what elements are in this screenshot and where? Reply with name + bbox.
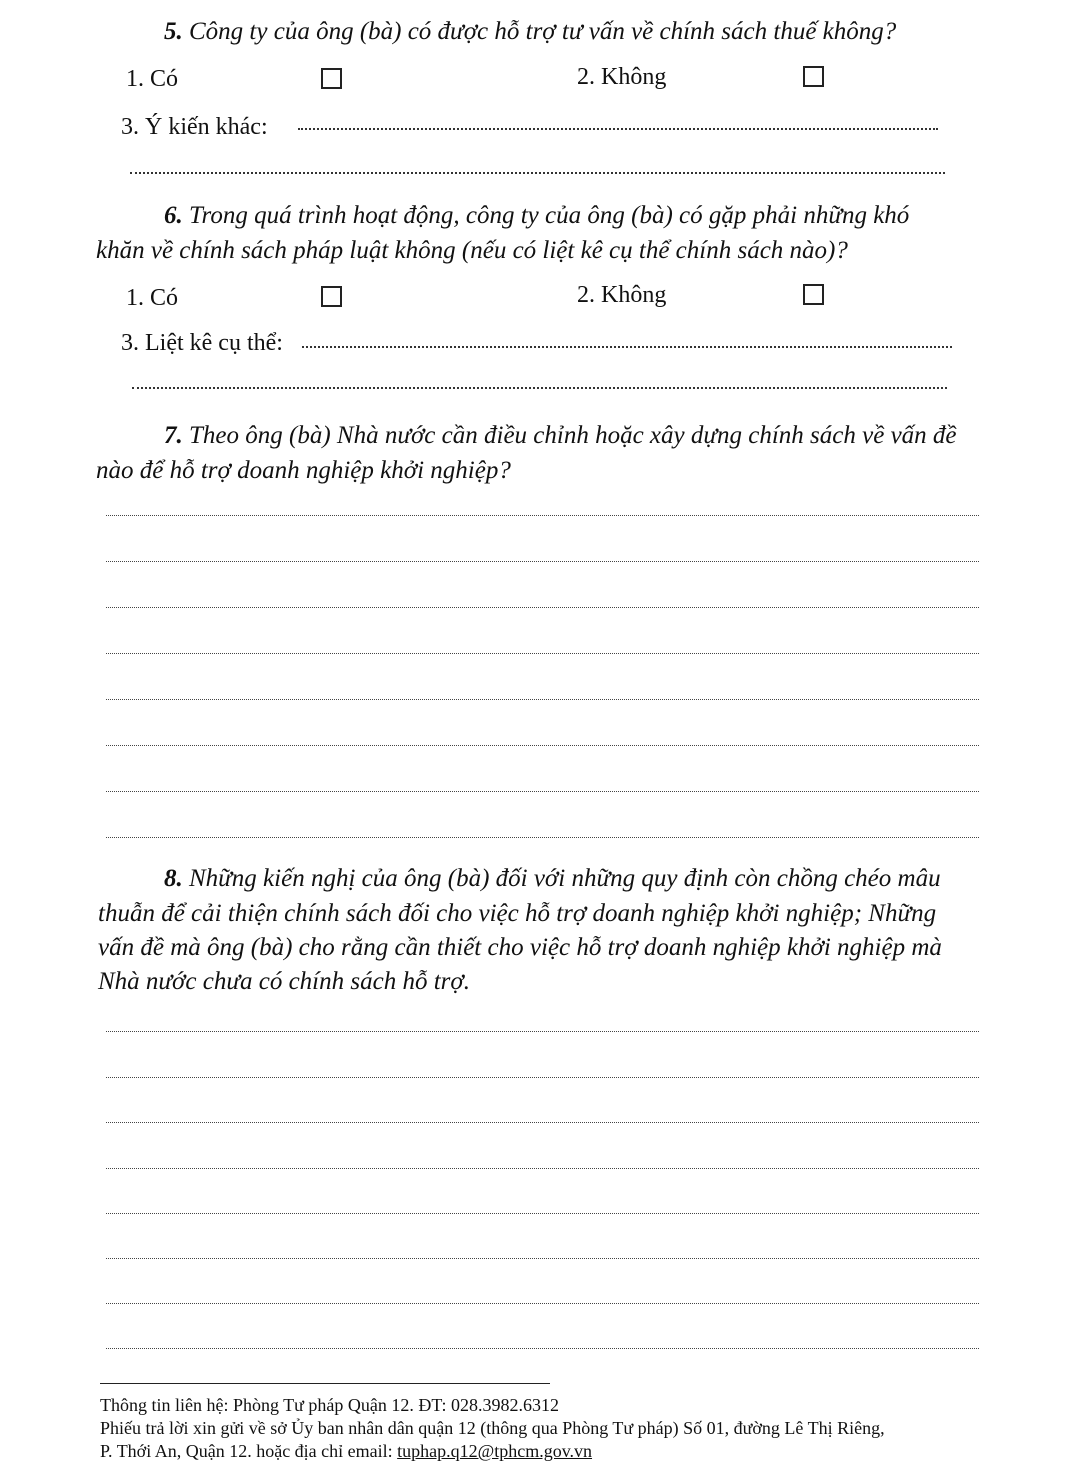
- question-8-text-line2: thuẫn để cải thiện chính sách đối cho việc hỗ trợ doanh nghiệp khởi nghiệp; Những: [98, 900, 937, 927]
- question-8-text-line4: Nhà nước chưa có chính sách hỗ trợ.: [98, 968, 470, 995]
- question-7-number: 7.: [164, 422, 183, 449]
- q8-answer-line-4[interactable]: [106, 1168, 979, 1169]
- q8-answer-line-2[interactable]: [106, 1077, 979, 1078]
- q8-answer-line-3[interactable]: [106, 1122, 979, 1123]
- question-7-text-line1: Theo ông (bà) Nhà nước cần điều chỉnh hoặc xây dựng chính sách về vấn đề: [189, 422, 957, 449]
- question-8-text-line3: vấn đề mà ông (bà) cho rằng cần thiết cho việc hỗ trợ doanh nghiệp khởi nghiệp mà: [98, 934, 942, 961]
- question-8-text-line1: Những kiến nghị của ông (bà) đối với những quy định còn chồng chéo mâu: [189, 865, 941, 892]
- q7-answer-line-2[interactable]: [106, 561, 979, 562]
- q8-answer-line-8[interactable]: [106, 1348, 979, 1349]
- q6-list-answer-line[interactable]: [302, 346, 952, 348]
- q6-no-checkbox[interactable]: [803, 284, 824, 305]
- question-8-number: 8.: [164, 865, 183, 892]
- question-7-title: [164, 418, 957, 453]
- q7-answer-line-4[interactable]: [106, 653, 979, 654]
- q6-option-yes-label: 1. Có: [126, 285, 179, 311]
- q7-answer-line-3[interactable]: [106, 607, 979, 608]
- footer-send-line2: [100, 1440, 592, 1463]
- q7-answer-line-5[interactable]: [106, 699, 979, 700]
- q8-answer-line-7[interactable]: [106, 1303, 979, 1304]
- question-6-text-line1: Trong quá trình hoạt động, công ty của ông (bà) có gặp phải những khó: [189, 202, 910, 229]
- q7-answer-line-6[interactable]: [106, 745, 979, 746]
- footer-divider: [100, 1383, 550, 1384]
- q7-answer-line-7[interactable]: [106, 791, 979, 792]
- q5-yes-checkbox[interactable]: [321, 68, 342, 89]
- q5-other-answer-line[interactable]: [298, 128, 938, 130]
- q8-answer-line-1[interactable]: [106, 1031, 979, 1032]
- footer-send-line1: Phiếu trả lời xin gửi về sở Ủy ban nhân dân quận 12 (thông qua Phòng Tư pháp) Số 01, đường Lê Thị Riêng,: [100, 1418, 885, 1438]
- q5-no-checkbox[interactable]: [803, 66, 824, 87]
- question-6-text-line2: khăn về chính sách pháp luật không (nếu có liệt kê cụ thể chính sách nào)?: [96, 237, 848, 264]
- question-5-number: 5.: [164, 18, 183, 45]
- question-6-number: 6.: [164, 202, 183, 229]
- footer-contact: Thông tin liên hệ: Phòng Tư pháp Quận 12. ĐT: 028.3982.6312: [100, 1395, 559, 1415]
- question-8-title: [164, 861, 941, 896]
- footer-send-line2-text: P. Thới An, Quận 12. hoặc địa chỉ email:: [100, 1441, 398, 1461]
- q5-option-other-label: 3. Ý kiến khác:: [121, 114, 268, 140]
- question-5-title: [164, 14, 896, 49]
- question-7-text-line2: nào để hỗ trợ doanh nghiệp khởi nghiệp?: [96, 457, 511, 484]
- q6-option-no-label: 2. Không: [577, 282, 667, 308]
- q5-option-no-label: 2. Không: [577, 64, 667, 90]
- footer-email-link[interactable]: tuphap.q12@tphcm.gov.vn: [397, 1441, 593, 1461]
- q5-other-answer-line-2[interactable]: [130, 172, 945, 174]
- question-6-title: [164, 198, 909, 233]
- question-5-text: Công ty của ông (bà) có được hỗ trợ tư vấn về chính sách thuế không?: [189, 18, 897, 45]
- q6-list-answer-line-2[interactable]: [132, 387, 947, 389]
- q7-answer-line-8[interactable]: [106, 837, 979, 838]
- q6-yes-checkbox[interactable]: [321, 286, 342, 307]
- q8-answer-line-5[interactable]: [106, 1213, 979, 1214]
- q5-option-yes-label: 1. Có: [126, 66, 179, 92]
- q7-answer-line-1[interactable]: [106, 515, 979, 516]
- q6-option-list-label: 3. Liệt kê cụ thể:: [121, 330, 283, 356]
- q8-answer-line-6[interactable]: [106, 1258, 979, 1259]
